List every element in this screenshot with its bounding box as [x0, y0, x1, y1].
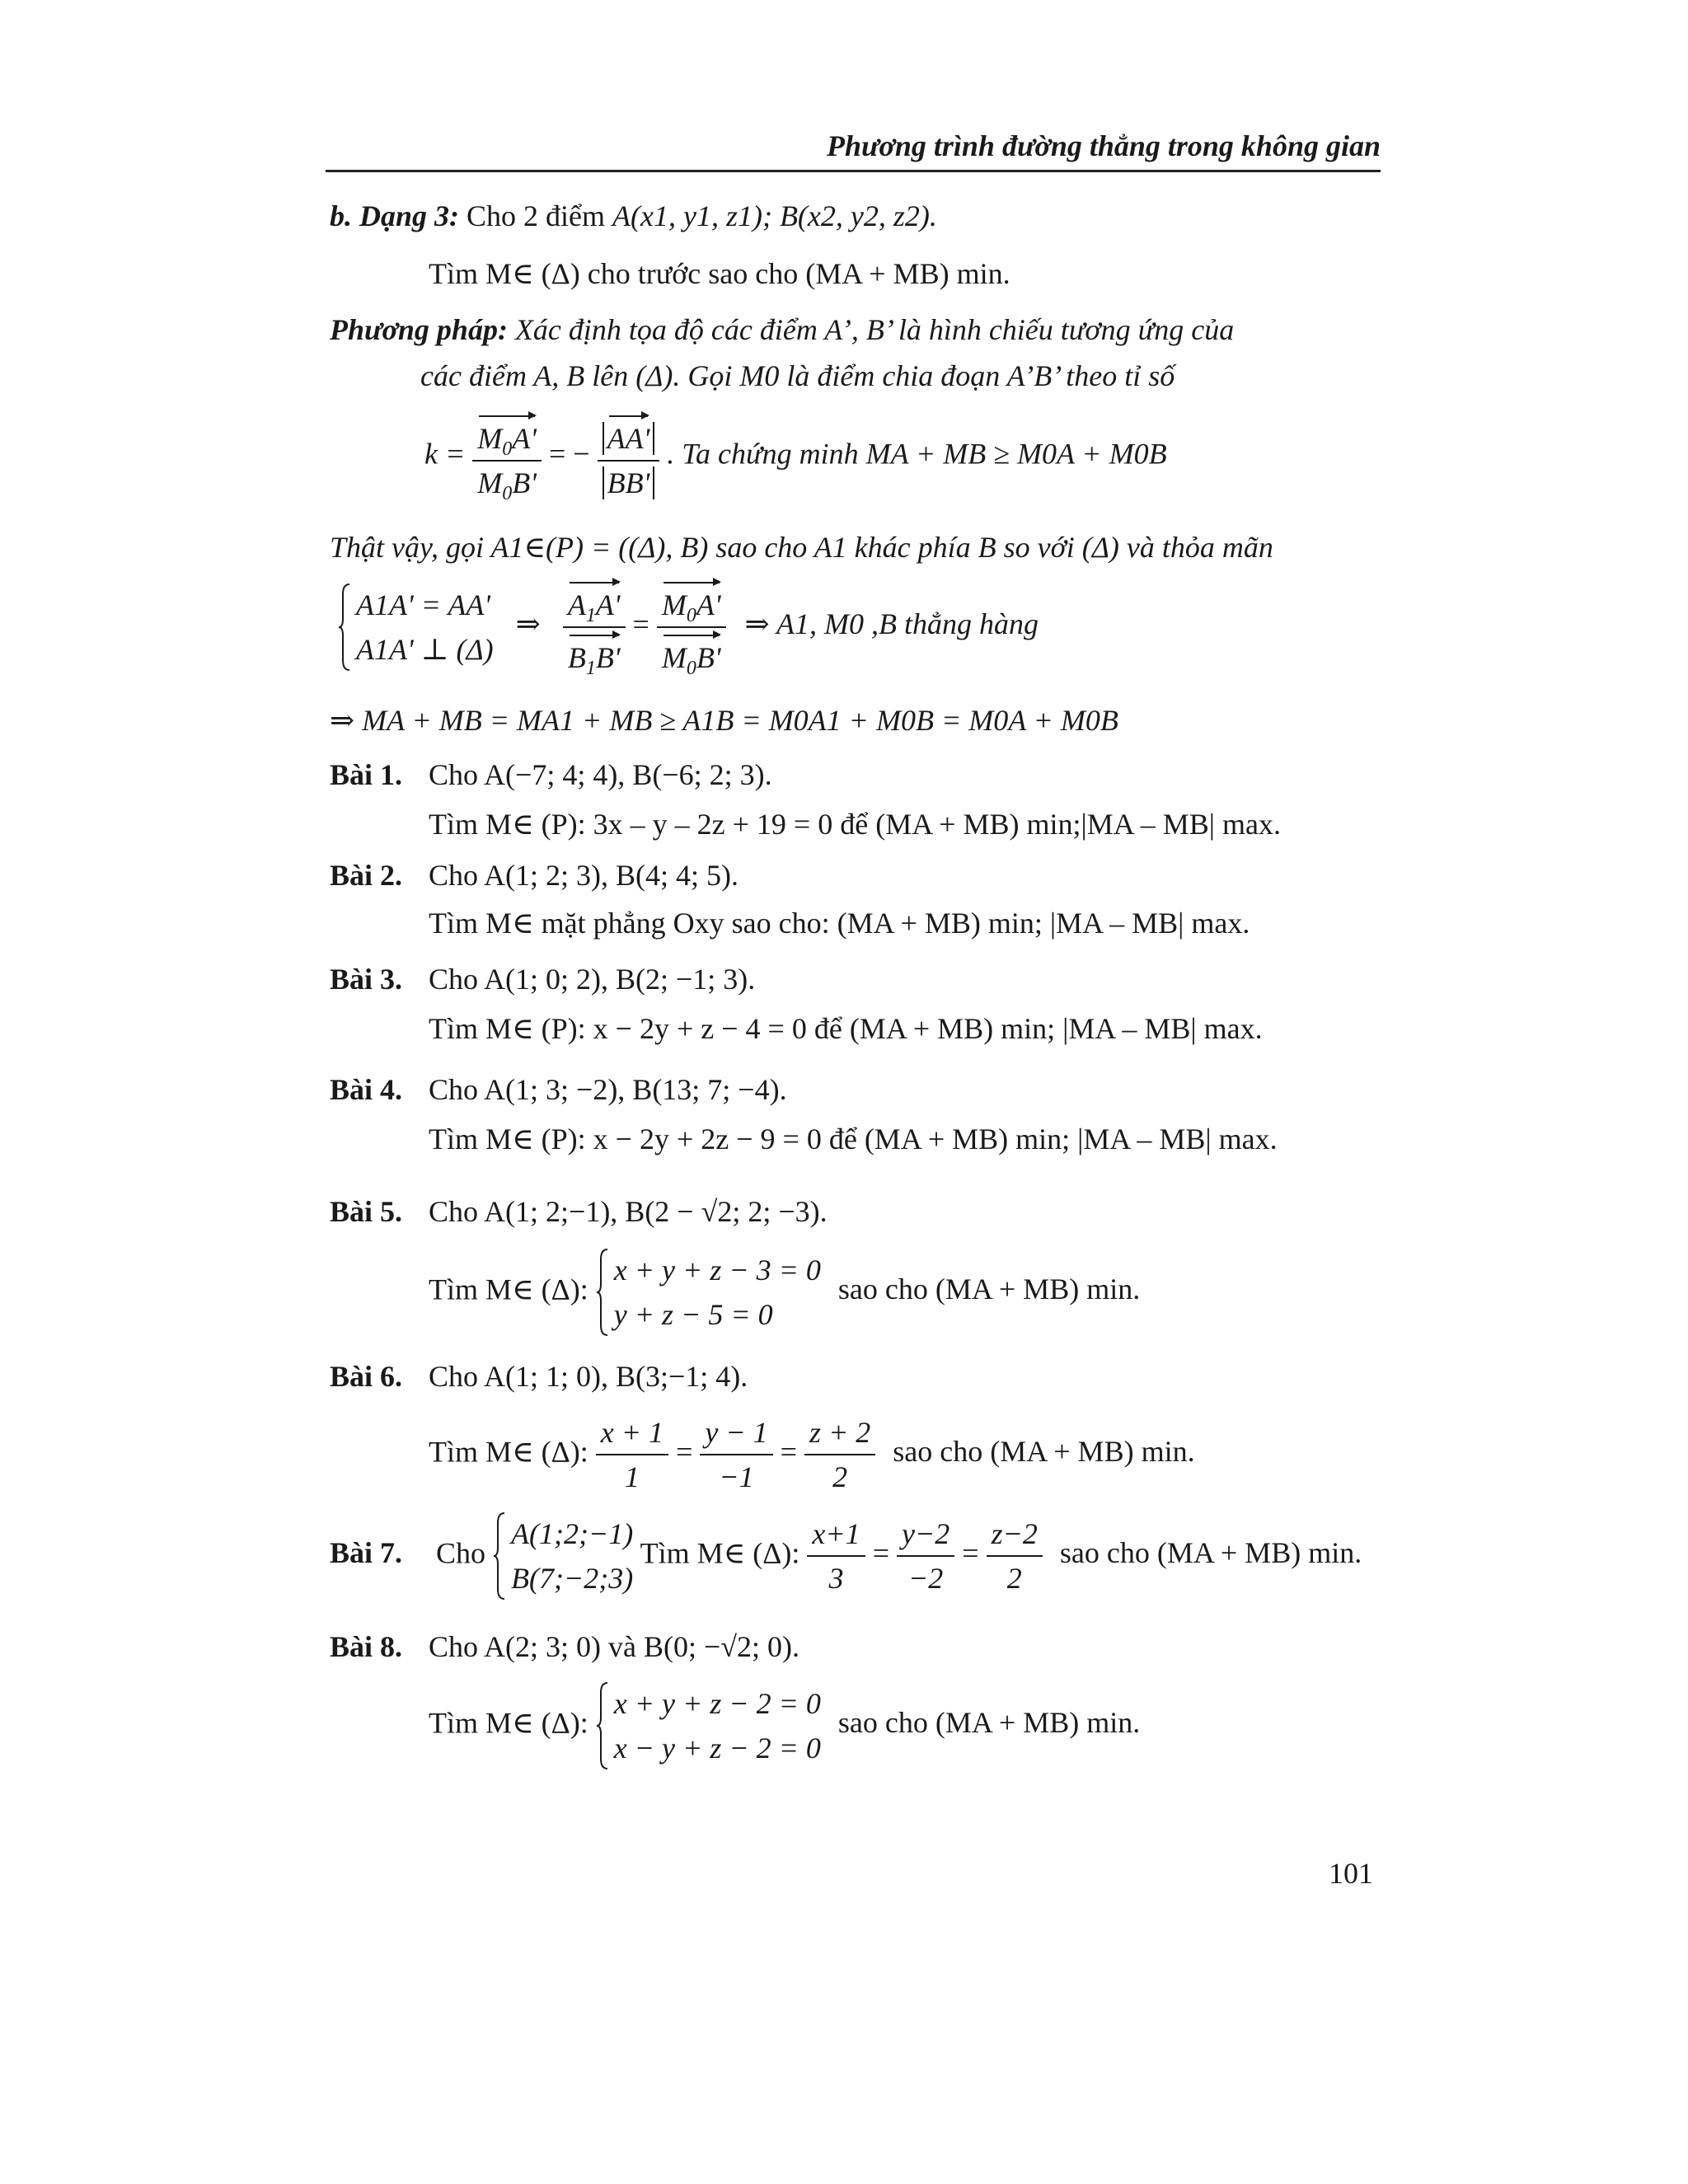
method-label: Phương pháp: — [330, 313, 508, 346]
exercise-4-task: Tìm M∈ (P): x − 2y + 2z − 9 = 0 để (MA + MB) min; |MA – MB| max. — [429, 1122, 1278, 1155]
exercise-6: Bài 6. Cho A(1; 1; 0), B(3;−1; 4). — [330, 1360, 748, 1393]
dang3-intro: Cho 2 điểm — [467, 199, 606, 232]
exercise-6-task: Tìm M∈ (Δ): $\frac{x + 1}{1}$ = $\frac{y - 1}{-1}$ = $\frac{z + 2}{2}$ sao cho (MA + MB) min. — [429, 1416, 1195, 1493]
proof-ratio: $\frac{A_1A'}{B_1B'}$ — [563, 579, 626, 676]
proof-system: A1A' = AA' A1A' ⊥ (Δ) — [338, 583, 494, 672]
exercise-7: Bài 7. Cho A(1;2;−1) B(7;−2;3) Tìm M∈ (Δ): $\frac{x+1}{3}$ = $\frac{y-2}{-2}$ = $\frac{z-2}{2}$ sao cho (MA + MB) min. — [330, 1511, 1362, 1601]
brace-icon — [596, 1248, 609, 1337]
exercise-1-task: Tìm M∈ (P): 3x – y – 2z + 19 = 0 để (MA + MB) min;|MA – MB| max. — [429, 808, 1281, 841]
proof-line-1: Thật vậy, gọi A1∈(P) = ((Δ), B) sao cho A1 khác phía B so với (Δ) và thỏa mãn — [330, 531, 1273, 564]
exercise-8-task: Tìm M∈ (Δ): x + y + z − 2 = 0 x − y + z − 2 = 0 sao cho (MA + MB) min. — [429, 1681, 1140, 1770]
method-text-1: Xác định tọa độ các điểm A’, B’ là hình chiếu tương ứng của — [514, 313, 1235, 346]
exercise-1: Bài 1. Cho A(−7; 4; 4), B(−6; 2; 3). — [330, 758, 772, 791]
proof-conclusion: ⇒ A1, M0 ,B thẳng hàng — [744, 607, 1039, 641]
method-text-2: các điểm A, B lên (Δ). Gọi M0 là điểm chia đoạn A’B’ theo tỉ số — [420, 359, 1175, 392]
exercise-3: Bài 3. Cho A(1; 0; 2), B(2; −1; 3). — [330, 963, 756, 996]
method-line-1 — [330, 312, 1234, 348]
exercise-2: Bài 2. Cho A(1; 2; 3), B(4; 4; 5). — [330, 859, 738, 892]
brace-icon — [493, 1511, 506, 1601]
exercise-7-system: A(1;2;−1) B(7;−2;3) — [493, 1511, 633, 1601]
brace-icon — [338, 583, 351, 672]
exercise-5-system: x + y + z − 3 = 0 y + z − 5 = 0 — [596, 1248, 821, 1337]
k-fraction: $\frac{M_0A'}{M_0B'}$ — [472, 412, 542, 501]
exercise-8: Bài 8. Cho A(2; 3; 0) và B(0; −√2; 0). — [330, 1630, 800, 1663]
proof-final: ⇒ MA + MB = MA1 + MB ≥ A1B = M0A1 + M0B = M0A + M0B — [330, 704, 1118, 737]
page-number: 101 — [1329, 1857, 1373, 1890]
method-k-formula: k = $\frac{M_0A'}{M_0B'}$ = − $\frac{AA'}{BB'}$ . Ta chứng minh MA + MB ≥ M0A + M0B — [424, 412, 1167, 501]
exercise-5-task: Tìm M∈ (Δ): x + y + z − 3 = 0 y + z − 5 = 0 sao cho (MA + MB) min. — [429, 1248, 1140, 1337]
dang3-label: b. Dạng 3: — [330, 199, 460, 232]
running-header — [326, 124, 1381, 172]
header-title: Phương trình đường thẳng trong không gian — [826, 129, 1381, 162]
exercise-2-task: Tìm M∈ mặt phẳng Oxy sao cho: (MA + MB) min; |MA – MB| max. — [429, 907, 1250, 940]
exercise-4: Bài 4. Cho A(1; 3; −2), B(13; 7; −4). — [330, 1073, 787, 1106]
k-abs-fraction: $\frac{AA'}{BB'}$ — [598, 412, 660, 501]
exercise-3-task: Tìm M∈ (P): x − 2y + z − 4 = 0 để (MA + MB) min; |MA – MB| max. — [429, 1012, 1263, 1045]
dang3-heading — [330, 198, 937, 234]
dang3-task: Tìm M∈ (Δ) cho trước sao cho (MA + MB) min. — [429, 257, 1010, 290]
exercise-5: Bài 5. Cho A(1; 2;−1), B(2 − √2; 2; −3). — [330, 1195, 828, 1228]
proof-system-line: A1A' = AA' A1A' ⊥ (Δ) ⇒ $\frac{A_1A'}{B_1B'}$ = $\frac{M_0A'}{M_0B'}$ ⇒ A1, M0 ,B thẳng hàng — [338, 579, 1039, 676]
brace-icon — [596, 1681, 609, 1770]
k-var: k = — [424, 437, 466, 471]
dang3-points: A(x1, y1, z1); B(x2, y2, z2). — [612, 199, 937, 232]
method-claim: . Ta chứng minh MA + MB ≥ M0A + M0B — [667, 437, 1167, 471]
exercise-8-system: x + y + z − 2 = 0 x − y + z − 2 = 0 — [596, 1681, 821, 1770]
